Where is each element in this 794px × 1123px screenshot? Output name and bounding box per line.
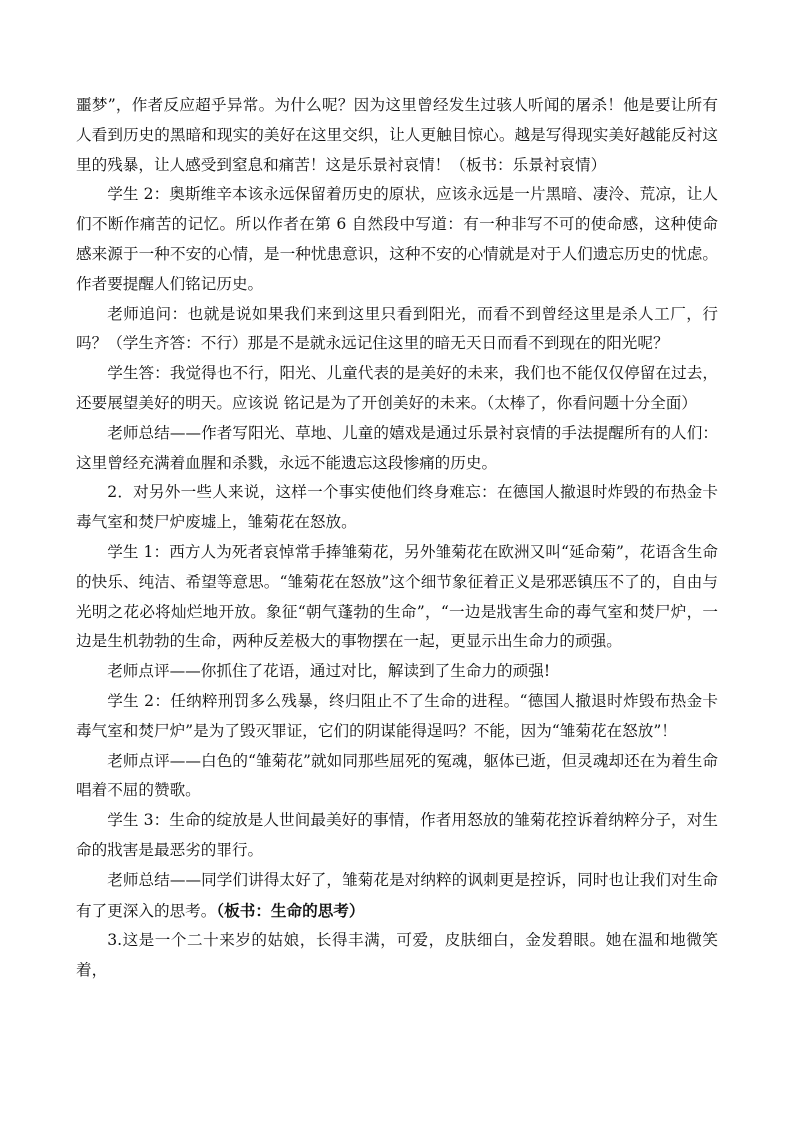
board-note-bold: （板书：生命的思考） [216, 900, 365, 920]
paragraph-12-text: 老师总结——同学们讲得太好了，雏菊花是对纳粹的讽刺更是控诉，同时也让我们对生命有了更深入的思考。 [76, 870, 718, 920]
paragraph-1: 噩梦”，作者反应超乎异常。为什么呢？因为这里曾经发生过骇人听闻的屠杀！他是要让所有人看到历史的黑暗和现实的美好在这里交织，让人更触目惊心。越是写得现实美好越能反衬这里的残暴，让人感受到窒息和痛苦！这是乐景衬哀情！（板书：乐景衬哀情） [76, 96, 718, 174]
paragraph-7: 学生 1：西方人为死者哀悼常手捧雏菊花，另外雏菊花在欧洲又叫“延命菊”，花语含生命的快乐、纯洁、希望等意思。“雏菊花在怒放”这个细节象征着正义是邪恶镇压不了的，自由与光明之花必将灿烂地开放。象征“朝气蓬勃的生命”，“一边是戕害生命的毒气室和焚尸炉，一边是生机勃勃的生命，两种反差极大的事物摆在一起，更显示出生命力的顽强。 [76, 542, 718, 651]
paragraph-3: 老师追问：也就是说如果我们来到这里只看到阳光，而看不到曾经这里是杀人工厂，行吗？（学生齐答：不行）那是不是就永远记住这里的暗无天日而看不到现在的阳光呢？ [76, 304, 718, 353]
paragraph-12 [76, 866, 718, 927]
paragraph-13: 3.这是一个二十来岁的姑娘，长得丰满，可爱，皮肤细白，金发碧眼。她在温和地微笑着， [76, 931, 718, 980]
paragraph-11: 学生 3：生命的绽放是人世间最美好的事情，作者用怒放的雏菊花控诉着纳粹分子，对生命的戕害是最恶劣的罪行。 [76, 811, 718, 859]
paragraph-8: 老师点评——你抓住了花语，通过对比，解读到了生命力的顽强! [107, 662, 551, 681]
paragraph-4: 学生答：我觉得也不行，阳光、儿童代表的是美好的未来，我们也不能仅仅停留在过去，还要展望美好的明天。应该说 铭记是为了开创美好的未来。（太棒了，你看问题十分全面） [76, 364, 718, 412]
paragraph-9: 学生 2：任纳粹刑罚多么残暴，终归阻止不了生命的进程。“德国人撤退时炸毁布热金卡毒气室和焚尸炉”是为了毁灭罪证，它们的阴谋能得逞吗？不能，因为“雏菊花在怒放”！ [76, 691, 718, 740]
paragraph-6: 2．对另外一些人来说，这样一个事实使他们终身难忘：在德国人撤退时炸毁的布热金卡毒气室和焚尸炉废墟上，雏菊花在怒放。 [76, 483, 718, 532]
paragraph-10: 老师点评——白色的“雏菊花”就如同那些屈死的冤魂，躯体已逝，但灵魂却还在为着生命唱着不屈的赞歌。 [76, 751, 718, 800]
paragraph-5: 老师总结——作者写阳光、草地、儿童的嬉戏是通过乐景衬哀情的手法提醒所有的人们：这里曾经充满着血腥和杀戮，永远不能遗忘这段惨痛的历史。 [76, 423, 718, 472]
document-body [76, 91, 718, 986]
paragraph-2: 学生 2：奥斯维辛本该永远保留着历史的原状，应该永远是一片黑暗、凄泠、荒凉，让人们不断作痛苦的记忆。所以作者在第 6 自然段中写道：有一种非写不可的使命感，这种使命感来源于一种不安的心情，是一种忧患意识，这种不安的心情就是对于人们遗忘历史的忧虑。作者要提醒人们铭记历史。 [76, 185, 718, 293]
